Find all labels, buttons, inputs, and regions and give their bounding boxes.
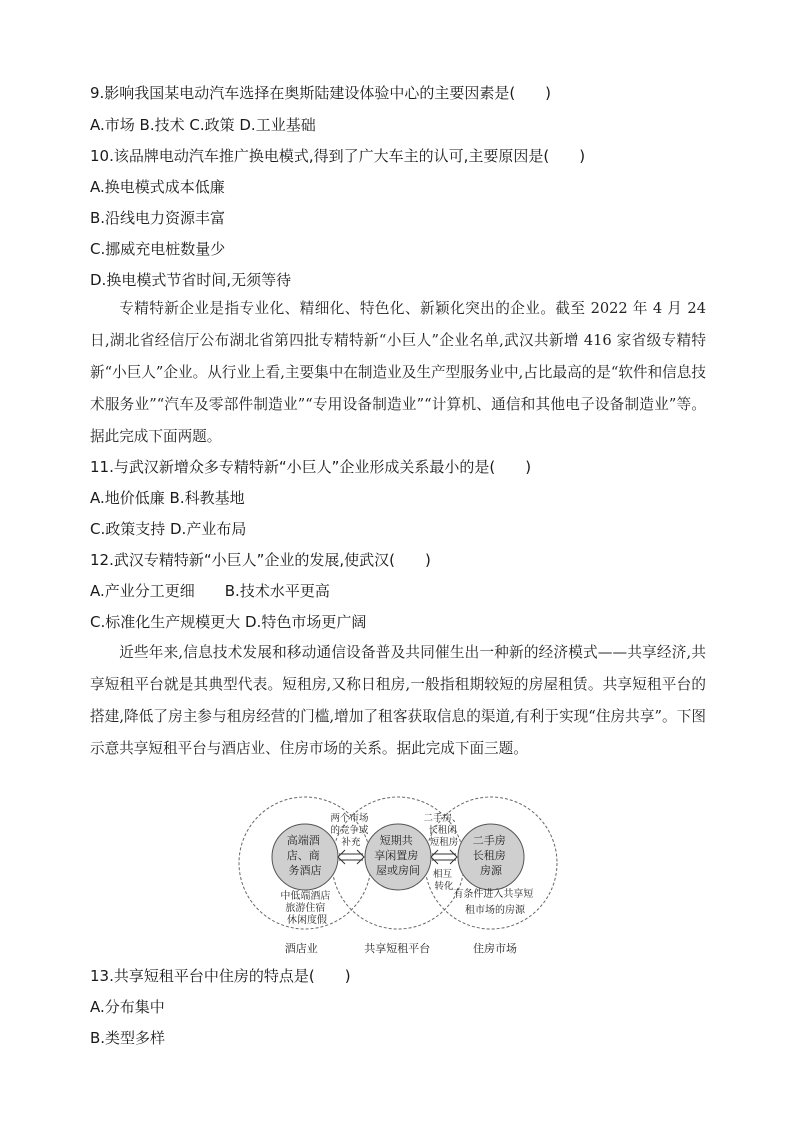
- q10-option-d: D.换电模式节省时间,无须等待: [90, 271, 292, 289]
- left-core-line-1: 高端酒: [286, 834, 320, 847]
- left-outer-line-1: 中低端酒店: [280, 891, 331, 902]
- svg-text:酒店业 共享短租平台 住房市场: [285, 941, 517, 955]
- left-outer-line-2: 旅游住宿: [285, 903, 326, 914]
- q10-option-c: C.挪威充电桩数量少: [90, 240, 226, 258]
- center-core-line-2: 享闲置房: [374, 849, 419, 862]
- caption-housing-market: 住房市场: [473, 942, 517, 955]
- svg-text:有条件进入共享短 租市场的房源: [453, 887, 536, 916]
- left-core-line-2: 店、商: [286, 849, 320, 862]
- competition-label-1: 两个市场: [330, 813, 369, 824]
- passage-specialized-enterprises: 专精特新企业是指专业化、精细化、特色化、新颖化突出的企业。截至 2022 年 4 月 24 日,湖北省经信厅公布湖北省第四批专精特新“小巨人”企业名单,武汉共新增 416 家省级专精特新“小巨人”企业。从行业上看,主要集中在制造业及生产型服务业中,占比最高的是“软件和信息技术服务业”“汽车及零部件制造业”“专用设备制造业”“计算机、通信和其他电子设备制造业”等。据此完成下面两题。: [90, 300, 706, 445]
- svg-text:中低端酒店 旅游住宿 休闲度假: [280, 889, 333, 926]
- short-rent-platform-diagram: [233, 795, 563, 965]
- caption-platform: 共享短租平台: [364, 942, 431, 955]
- right-core-line-1: 二手房: [472, 834, 506, 847]
- q13-option-b: B.类型多样: [90, 1029, 166, 1047]
- passage-sharing-economy: 近些年来,信息技术发展和移动通信设备普及共同催生出一种新的经济模式——共享经济,共享短租平台就是其典型代表。短租房,又称日租房,一般指租期较短的房屋租赁。共享短租平台的搭建,降低了房主参与租房经营的门槛,增加了租客获取信息的渠道,有利于实现“住房共享”。下图示意共享短租平台与酒店业、住房市场的关系。据此完成下面三题。: [90, 644, 706, 757]
- caption-hotel-industry: 酒店业: [284, 942, 318, 955]
- q10-stem: 10.该品牌电动汽车推广换电模式,得到了广大车主的认可,主要原因是( ): [90, 147, 586, 165]
- housing-type-label-2: 长租闲: [428, 825, 457, 836]
- q12-options-ab: A.产业分工更细 B.技术水平更高: [90, 582, 330, 600]
- left-core-line-3: 务酒店: [288, 864, 322, 877]
- q12-stem: 12.武汉专精特新“小巨人”企业的发展,使武汉( ): [90, 551, 431, 569]
- housing-type-label-1: 二手房、: [423, 813, 462, 824]
- housing-type-label-3: 短租房: [429, 837, 459, 848]
- svg-text:二手房、 长租闲 短租房: [423, 812, 464, 848]
- q10-option-a: A.换电模式成本低廉: [90, 178, 225, 196]
- q11-options-ab: A.地价低廉 B.科教基地: [90, 489, 245, 507]
- q11-options-cd: C.政策支持 D.产业布局: [90, 520, 247, 538]
- right-double-arrow: [431, 850, 457, 864]
- svg-text:两个市场 的竞争或 补充: [330, 812, 371, 848]
- q9-stem: 9.影响我国某电动汽车选择在奥斯陆建设体验中心的主要因素是( ): [90, 84, 552, 102]
- q13-option-a: A.分布集中: [90, 998, 165, 1016]
- right-core-line-2: 长租房: [472, 849, 506, 862]
- q11-stem: 11.与武汉新增众多专精特新“小巨人”企业形成关系最小的是( ): [90, 458, 532, 476]
- center-core-line-3: 屋或房间: [376, 864, 420, 877]
- q9-options: A.市场 B.技术 C.政策 D.工业基础: [90, 116, 316, 134]
- svg-text:相互 转化: [433, 868, 455, 892]
- svg-text:高端酒 店、商 务酒店: [287, 833, 324, 877]
- competition-label-3: 补充: [341, 837, 361, 848]
- left-outer-line-3: 休闲度假: [287, 915, 327, 926]
- q12-options-cd: C.标准化生产规模更大 D.特色市场更广阔: [90, 613, 367, 631]
- right-outer-line-1: 有条件进入共享短: [453, 889, 534, 900]
- center-core-line-1: 短期共: [379, 834, 413, 847]
- q13-stem: 13.共享短租平台中住房的特点是( ): [90, 967, 351, 985]
- right-core-line-3: 房源: [480, 864, 502, 877]
- q10-option-b: B.沿线电力资源丰富: [90, 209, 226, 227]
- svg-text:短期共 享闲置房 屋或房间: [374, 833, 422, 877]
- mutual-transform-2: 转化: [434, 881, 454, 892]
- competition-label-2: 的竞争或: [330, 825, 369, 836]
- mutual-transform-1: 相互: [432, 869, 452, 880]
- right-outer-line-2: 租市场的房源: [465, 905, 525, 916]
- left-double-arrow: [338, 850, 364, 864]
